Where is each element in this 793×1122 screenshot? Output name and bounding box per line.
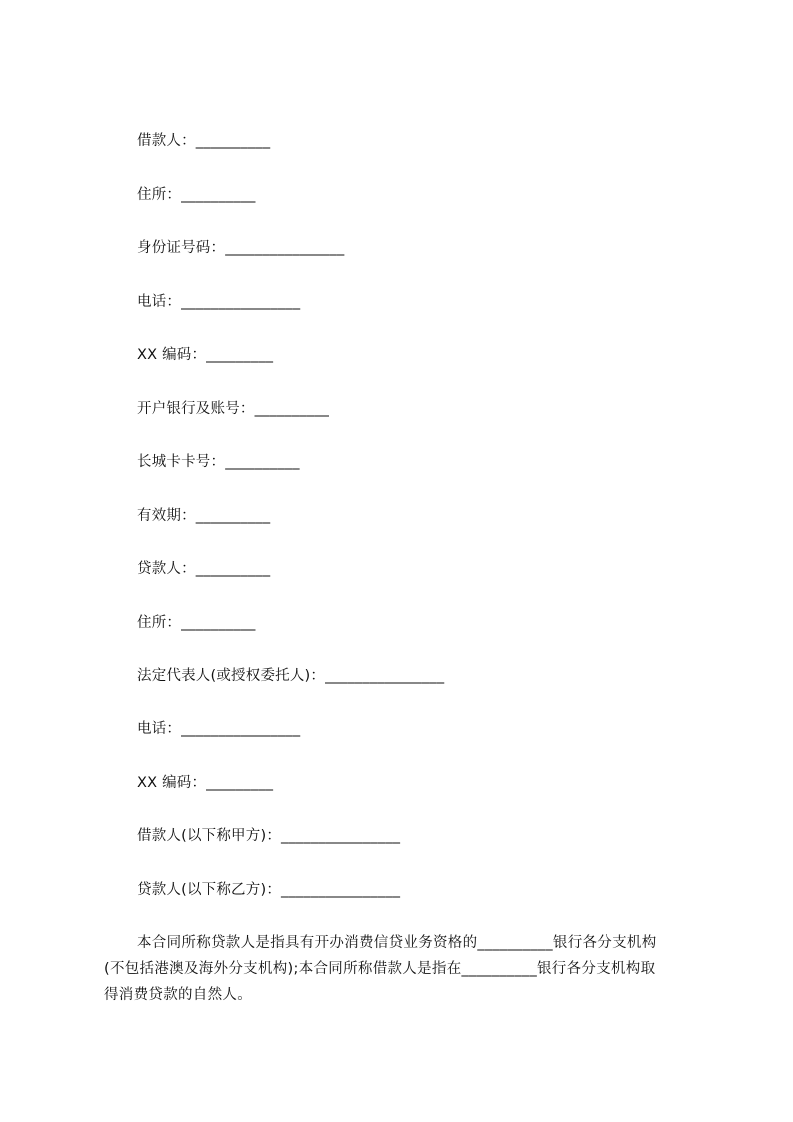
lender-address-field: 住所：__________ [137,615,256,631]
paragraph-line: 得消费贷款的自然人。 [104,987,252,1003]
bank-account-field: 开户银行及账号：__________ [137,401,330,417]
lender-postcode-field: XX 编码：_________ [137,775,274,791]
paragraph-line: 本合同所称贷款人是指具有开办消费信贷业务资格的__________银行各分支机构 [137,935,657,951]
legal-representative-field: 法定代表人(或授权委托人)：________________ [137,668,445,684]
lender-field: 贷款人：__________ [137,561,271,577]
lender-phone-field: 电话：________________ [137,721,301,737]
id-number-field: 身份证号码：________________ [137,240,345,256]
paragraph-line: (不包括港澳及海外分支机构);本合同所称借款人是指在__________银行各分支机构取 [104,961,656,977]
borrower-field: 借款人：__________ [137,133,271,149]
great-wall-card-field: 长城卡卡号：__________ [137,454,300,470]
borrower-address-field: 住所：__________ [137,187,256,203]
validity-field: 有效期：__________ [137,508,271,524]
definition-paragraph [104,930,707,1008]
borrower-postcode-field: XX 编码：_________ [137,347,274,363]
borrower-phone-field: 电话：________________ [137,294,301,310]
party-b-field: 贷款人(以下称乙方)：________________ [137,882,401,898]
party-a-field: 借款人(以下称甲方)：________________ [137,828,401,844]
